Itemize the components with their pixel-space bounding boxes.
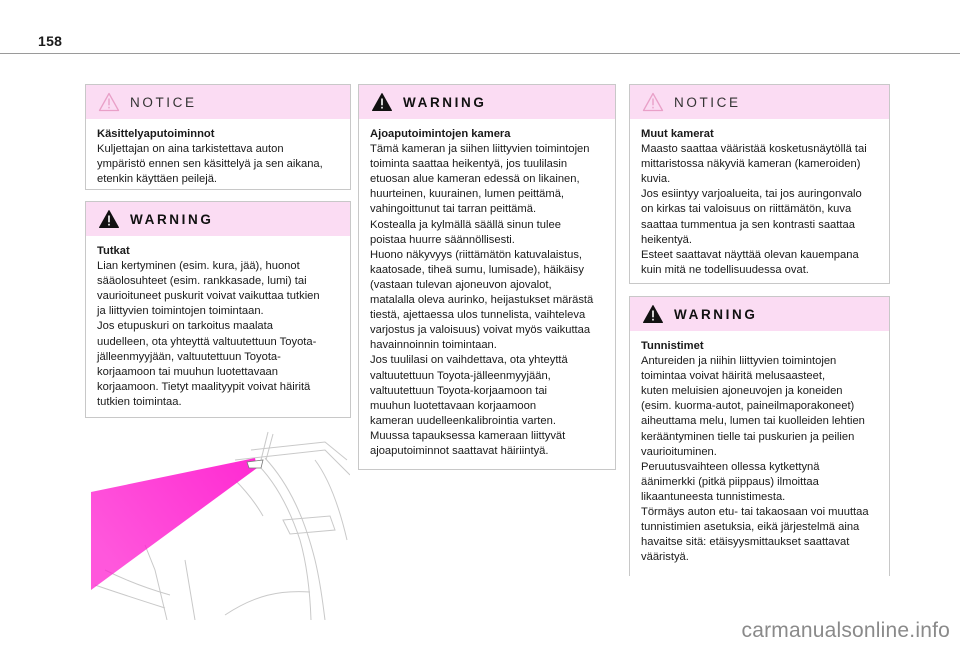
text-line: poistaa huurre säännöllisesti. (370, 233, 515, 246)
text-line: korjaamoon tai muuhun luotettavaan (97, 365, 278, 378)
text-line: heikentyä. (641, 233, 692, 246)
text-line: jälleenmyyjään, valtuutettuun Toyota- (97, 350, 281, 363)
text-line: Esteet saattavat näyttää olevan kauempana (641, 248, 859, 261)
warning-label: WARNING (674, 306, 758, 322)
text-line: aiheuttama melu, lumen tai kuolleiden lehtien (641, 415, 865, 428)
text-line: äänimerkki (pitkä piippaus) ilmoittaa (641, 475, 819, 488)
page-number: 158 (38, 33, 63, 49)
text-line: Kuljettajan on aina tarkistettava auton (97, 143, 284, 156)
notice-label: NOTICE (674, 94, 741, 110)
text-line: Antureiden ja niihin liittyvien toimintojen (641, 355, 837, 368)
text-line: Huono näkyvyys (riittämätön katuvalaistus, (370, 248, 583, 261)
text-line: toimintaa voivat häiritä melusaasteet, (641, 370, 826, 383)
text-line: varjostus ja valoisuus) voivat myös vaikuttaa (370, 324, 591, 337)
text-line: havaitse sitä: etäisyysmittaukset saattavat (641, 536, 850, 549)
notice-body (86, 119, 350, 187)
text-line: Muussa tapauksessa kameraan liittyvät (370, 429, 566, 442)
notice-label: NOTICE (130, 94, 197, 110)
warning-body (86, 236, 350, 410)
text-line: ja liittyvien toimintojen toimintaan. (97, 305, 264, 318)
top-rule (0, 53, 960, 54)
text-line: Jos esiintyy varjoalueita, tai jos auringonvalo (641, 188, 862, 201)
text-line: vääristyä. (641, 551, 689, 564)
text-line: Jos tuulilasi on vaihdettava, ota yhteyttä (370, 354, 568, 367)
warning-title: Tutkat (97, 245, 130, 257)
text-line: vaurioituminen. (641, 445, 717, 458)
text-line: (vastaan tulevan ajoneuvon ajovalot, (370, 278, 552, 291)
text-line: Törmäys auton etu- tai takaosaan voi muuttaa (641, 506, 869, 519)
text-line: Jos etupuskuri on tarkoitus maalata (97, 320, 273, 333)
text-line: ympäristö ennen sen käsittelyä ja sen aikana, (97, 158, 323, 171)
warning-box-right (629, 296, 890, 576)
text-line: vahingoittunut tai tarran peittämä. (370, 203, 537, 216)
warning-header (359, 85, 615, 119)
text-line: Lian kertyminen (esim. kura, jää), huonot (97, 260, 300, 273)
text-line: tunnistimien asetuksia, eikä järjestelmä aina (641, 521, 860, 534)
text-line: mittaristossa näkyviä kameran (kameroiden) (641, 158, 861, 171)
warning-box-left (85, 201, 351, 418)
warning-title: Ajoaputoimintojen kamera (370, 128, 511, 140)
notice-header (630, 85, 889, 119)
camera-beam (91, 458, 257, 590)
notice-box-right (629, 84, 890, 284)
text-line: valtuutettuun Toyota-korjaamoon tai (370, 384, 548, 397)
text-line: muuhun luotettavaan korjaamoon (370, 399, 537, 412)
text-line: havainnoinnin toimintaan. (370, 339, 497, 352)
warning-box-middle (358, 84, 616, 470)
text-line: (esim. kuorma-autot, paineilmaporakoneet) (641, 400, 855, 413)
text-line: kuvia. (641, 173, 671, 186)
warning-body (359, 119, 615, 459)
warning-body (630, 331, 889, 565)
text-line: etenkin käyttäen peilejä. (97, 173, 218, 186)
text-line: saattaa tummentua ja sen kontrasti saattaa (641, 218, 855, 231)
warning-label: WARNING (403, 94, 487, 110)
windshield-camera-illustration (85, 420, 350, 620)
caution-filled-icon (98, 209, 120, 229)
text-line: huurteinen, kuurainen, lumen peittämä, (370, 188, 565, 201)
warning-header (630, 297, 889, 331)
caution-filled-icon (371, 92, 393, 112)
text-line: vaurioituneet puskurit voivat vaikuttaa tutkien (97, 290, 320, 303)
text-line: kerääntyminen tielle tai puskurien ja peilien (641, 430, 855, 443)
text-line: sääolosuhteet (esim. rankkasade, lumi) tai (97, 275, 307, 288)
notice-title: Käsittelyaputoiminnot (97, 128, 215, 140)
text-line: tutkien toimintaa. (97, 395, 182, 408)
text-line: matalalla oleva aurinko, heijastukset märästä (370, 294, 594, 307)
text-line: valtuutettuun Toyota-jälleenmyyjään, (370, 369, 551, 382)
text-line: kuten meluisien ajoneuvojen ja koneiden (641, 385, 843, 398)
warning-label: WARNING (130, 211, 214, 227)
text-line: kuin mitä ne todellisuudessa ovat. (641, 263, 809, 276)
notice-body (630, 119, 889, 278)
text-line: etuosan alue kameran edessä on likainen, (370, 173, 580, 186)
text-line: likaantuneesta tunnistimesta. (641, 490, 786, 503)
warning-title: Tunnistimet (641, 340, 704, 352)
text-line: kameran uudelleenkalibrointia varten. (370, 414, 556, 427)
notice-header (86, 85, 350, 119)
text-line: toiminta saattaa heikentyä, jos tuulilasin (370, 158, 568, 171)
text-line: kaatosade, tiheä sumu, lumisade), häikäisy (370, 263, 584, 276)
caution-filled-icon (642, 304, 664, 324)
notice-box-left (85, 84, 351, 190)
text-line: Kostealla ja kylmällä säällä sinun tulee (370, 218, 561, 231)
text-line: uudelleen, ota yhteyttä valtuutettuun Toyota- (97, 335, 317, 348)
caution-outline-icon (98, 92, 120, 112)
notice-title: Muut kamerat (641, 128, 714, 140)
caution-outline-icon (642, 92, 664, 112)
warning-header (86, 202, 350, 236)
text-line: korjaamoon. Tietyt maalityypit voivat häiritä (97, 380, 311, 393)
text-line: Tämä kameran ja siihen liittyvien toimintojen (370, 143, 590, 156)
text-line: Maasto saattaa vääristää kosketusnäytöllä tai (641, 143, 867, 156)
text-line: on kirkas tai valoisuus on riittämätön, kuva (641, 203, 852, 216)
watermark: carmanualsonline.info (741, 619, 950, 642)
text-line: tiestä, ajettaessa ulos tunnelista, vaihteleva (370, 309, 586, 322)
text-line: Peruutusvaihteen ollessa kytkettynä (641, 460, 820, 473)
text-line: ajoaputoiminnot saattavat häiriintyä. (370, 444, 549, 457)
